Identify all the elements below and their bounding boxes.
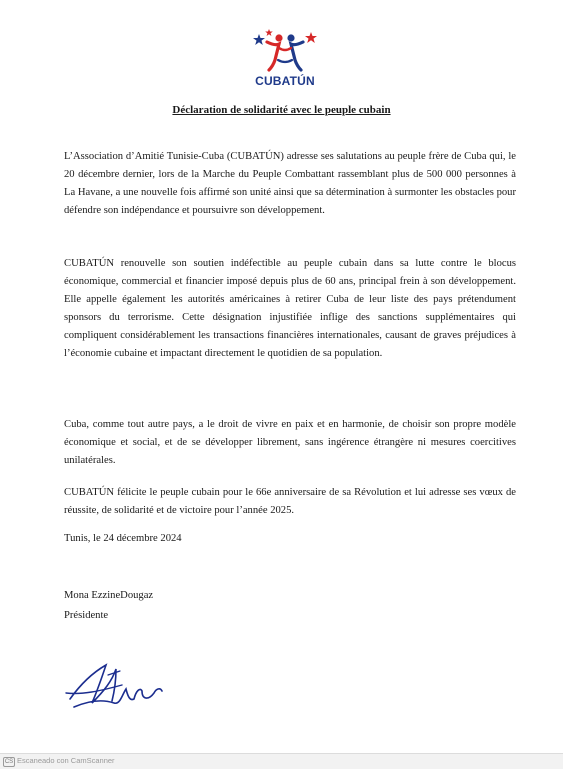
logo-wordmark: CUBATÚN xyxy=(255,74,315,88)
scanner-watermark-text: Escaneado con CamScanner xyxy=(17,756,115,765)
paragraph-3: Cuba, comme tout autre pays, a le droit de vivre en paix et en harmonie, de choisir son propre modèle économique et social, et de se développer librement, sans ingérence étrangère ni mesures coercitives unilatérales. xyxy=(64,419,516,466)
camscanner-icon: CS xyxy=(4,759,14,765)
date-line: Tunis, le 24 décembre 2024 xyxy=(64,533,182,544)
signatory-name: Mona EzzineDougaz xyxy=(64,590,154,601)
handwritten-signature-icon xyxy=(62,655,172,711)
signatory-title: Présidente xyxy=(64,610,109,621)
scanner-footer xyxy=(0,753,563,769)
signature xyxy=(62,655,172,711)
paragraph-2: CUBATÚN renouvelle son soutien indéfectible au peuple cubain dans sa lutte contre le blocus économique, commercial et financier imposé depuis plus de 60 ans, principal frein à son développement. Elle appelle également les autorités américaines à retirer Cuba de leur liste des pays prétendument sponsors du terrorisme. Cette désignation injustifiée inflige des sanctions supplémentaires qui compliquent considérablement les transactions financières internationales, causant de graves préjudices à l’économie cubaine et impactant directement le quotidien de sa population. xyxy=(64,258,516,359)
paragraph-4: CUBATÚN félicite le peuple cubain pour le 66e anniversaire de sa Révolution et lui adresse ses vœux de réussite, de solidarité et de victoire pour l’année 2025. xyxy=(64,487,516,516)
cubatun-logo-icon xyxy=(245,26,325,74)
document-title: Déclaration de solidarité avec le peuple cubain xyxy=(172,104,391,116)
cubatun-logo xyxy=(245,26,325,92)
paragraph-1: L’Association d’Amitié Tunisie-Cuba (CUBATÚN) adresse ses salutations au peuple frère de Cuba qui, le 20 décembre dernier, lors de la Marche du Peuple Combattant rassemblant plus de 500 000 personnes à La Havane, a une nouvelle fois affirmé son unité ainsi que sa détermination à surmonter les obstacles pour défendre son indépendance et poursuivre son développement. xyxy=(64,151,516,216)
